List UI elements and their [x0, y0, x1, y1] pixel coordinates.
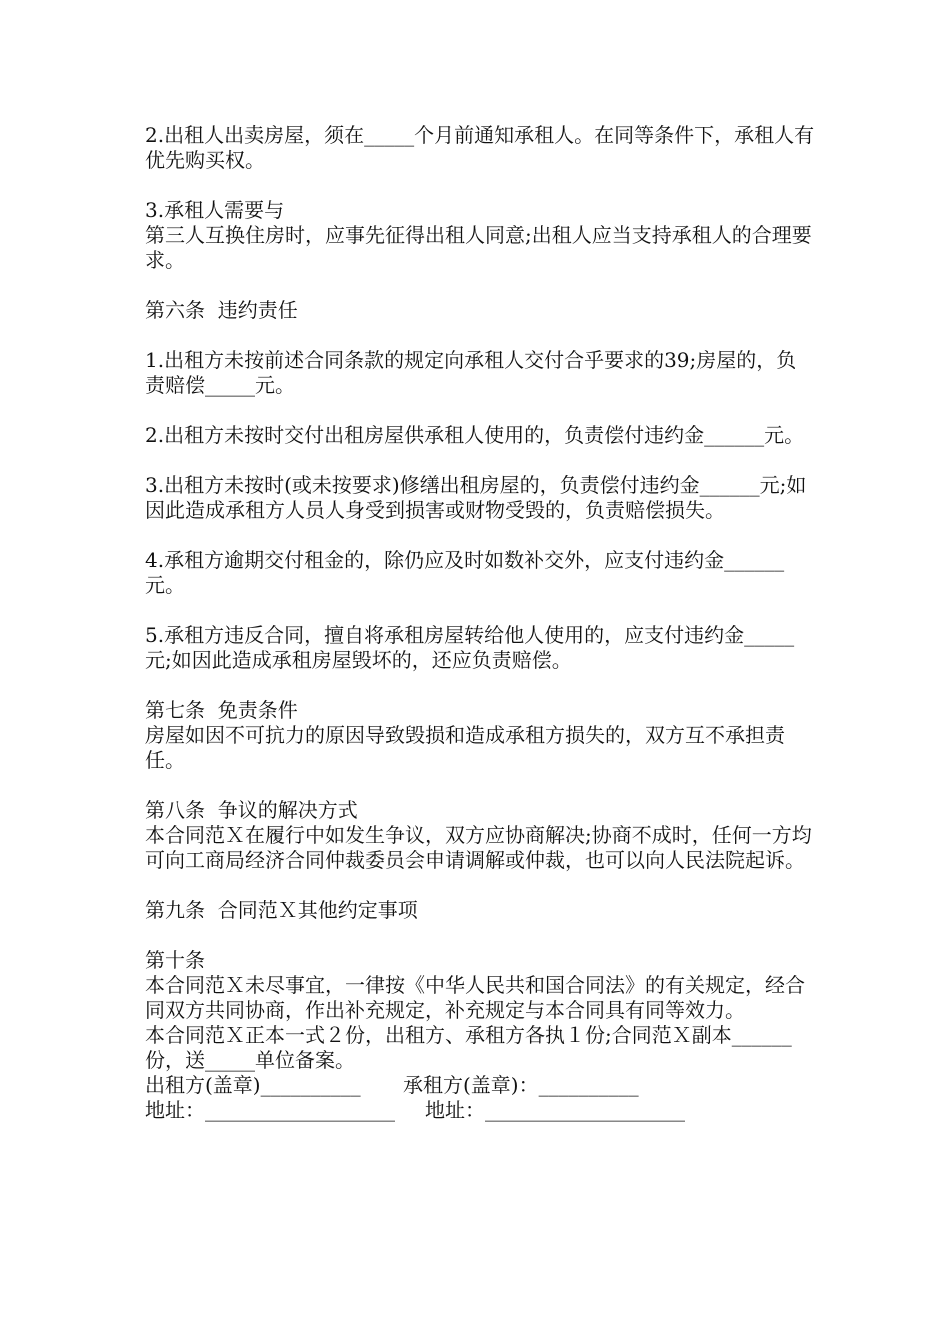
- article-7-body: 房屋如因不可抗力的原因导致毁损和造成承租方损失的，双方互不承担责任。: [145, 723, 785, 772]
- clause-6-2: 2.出租方未按时交付出租房屋供承租人使用的，负责偿付违约金______元。: [145, 423, 805, 447]
- address-row: [145, 1098, 815, 1123]
- article-8-body: 本合同范Ｘ在履行中如发生争议，双方应协商解决;协商不成时，任何一方均可向工商局经济合同仲裁委员会申请调解或仲裁，也可以向人民法院起诉。: [145, 823, 812, 872]
- lessee-address-label: 地址：____________________: [425, 1098, 685, 1122]
- clause-6-4: 4.承租方逾期交付租金的，除仍应及时如数补交外，应支付违约金______元。: [145, 548, 785, 597]
- signature-row: [145, 1073, 815, 1098]
- clause-5-3-intro: 3.承租人需要与: [145, 198, 285, 222]
- lessor-address-label: 地址：___________________: [145, 1098, 395, 1122]
- clause-6-5: 5.承租方违反合同，擅自将承租房屋转给他人使用的，应支付违约金_____元;如因此造成承租房屋毁坏的，还应负责赔偿。: [145, 623, 795, 672]
- clause-5-2: 2.出租人出卖房屋，须在_____个月前通知承租人。在同等条件下，承租人有优先购买权。: [145, 123, 815, 172]
- article-7-title: 第七条 免责条件: [145, 698, 298, 722]
- clause-6-1: 1.出租方未按前述合同条款的规定向承租人交付合乎要求的39;房屋的，负责赔偿_____元。: [145, 348, 797, 397]
- lessor-seal-label: 出租方(盖章)__________: [145, 1073, 361, 1097]
- clause-6-3: 3.出租方未按时(或未按要求)修缮出租房屋的，负责偿付违约金______元;如因此造成承租方人员人身受到损害或财物受毁的，负责赔偿损失。: [145, 473, 807, 522]
- article-10-title: 第十条: [145, 948, 205, 972]
- lessee-seal-label: 承租方(盖章)：__________: [403, 1073, 639, 1097]
- article-6-title: 第六条 违约责任: [145, 298, 298, 322]
- article-10-body-1: 本合同范Ｘ未尽事宜，一律按《中华人民共和国合同法》的有关规定，经合同双方共同协商，作出补充规定，补充规定与本合同具有同等效力。: [145, 973, 805, 1022]
- article-8-title: 第八条 争议的解决方式: [145, 798, 358, 822]
- article-9-title: 第九条 合同范Ｘ其他约定事项: [145, 898, 418, 922]
- clause-5-3-body: 第三人互换住房时，应事先征得出租人同意;出租人应当支持承租人的合理要求。: [145, 223, 812, 272]
- contract-page: [145, 123, 815, 1123]
- article-10-body-2: 本合同范Ｘ正本一式２份，出租方、承租方各执１份;合同范Ｘ副本______份，送_____单位备案。: [145, 1023, 792, 1072]
